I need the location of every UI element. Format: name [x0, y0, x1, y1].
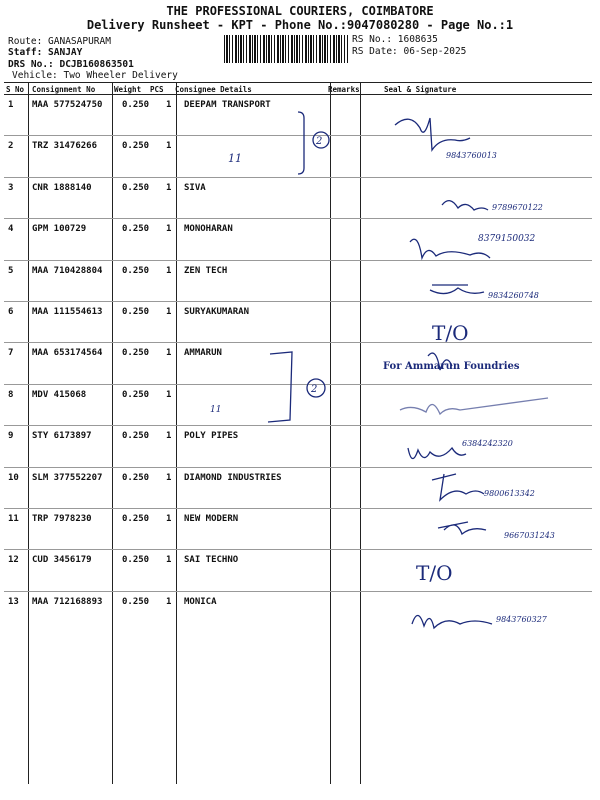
- cell-consignment: STY 6173897: [32, 431, 92, 442]
- ditto-mark: 11: [228, 152, 242, 165]
- cell-pcs: 1: [166, 307, 172, 317]
- circled-count-text: 2: [316, 136, 323, 147]
- phone-row-10: 9800613342: [484, 489, 535, 498]
- cell-weight: 0.250: [122, 224, 150, 235]
- cell-consignment: CUD 3456179: [32, 555, 92, 566]
- cell-sno: 1: [8, 100, 14, 110]
- cell-consignee: SURYAKUMARAN: [184, 307, 250, 317]
- cell-consignee: POLY PIPES: [184, 431, 239, 442]
- cell-consignee: SAI TECHNO: [184, 555, 239, 566]
- table-row: [4, 260, 592, 301]
- table-row: [4, 94, 592, 135]
- col-header-consignment: Consignment No: [32, 85, 96, 94]
- phone-row-5: 9834260748: [488, 291, 539, 300]
- phone-row-1: 9843760013: [446, 151, 497, 160]
- cell-weight: 0.250: [122, 307, 150, 317]
- table-row: [4, 384, 592, 425]
- cell-weight: 0.250: [122, 431, 150, 442]
- document-subtitle: Delivery Runsheet - KPT - Phone No.:9047080280 - Page No.:1: [86, 18, 514, 32]
- table-row: [4, 135, 592, 176]
- cell-pcs: 1: [166, 348, 172, 359]
- cell-consignment: MAA 712168893: [32, 596, 103, 607]
- col-header-signature: Seal & Signature: [384, 85, 457, 94]
- taken-over-row-12: T/O: [416, 561, 453, 585]
- cell-weight: 0.250: [122, 100, 150, 110]
- cell-weight: 0.250: [122, 141, 150, 152]
- ditto-mark: 11: [210, 405, 222, 415]
- cell-weight: 0.250: [122, 389, 150, 400]
- phone-row-4: 8379150032: [478, 234, 536, 244]
- cell-consignment: TRZ 31476266: [32, 141, 98, 152]
- cell-pcs: 1: [166, 265, 172, 276]
- cell-sno: 9: [8, 431, 14, 442]
- col-header-consignee: Consignee Details: [175, 85, 252, 94]
- table-top-rule: [4, 82, 592, 83]
- cell-pcs: 1: [166, 100, 172, 110]
- table-row: [4, 218, 592, 259]
- cell-consignee: ZEN TECH: [184, 265, 228, 276]
- col-header-weight: Weight: [114, 85, 142, 94]
- cell-pcs: 1: [166, 431, 172, 442]
- cell-pcs: 1: [166, 596, 172, 607]
- cell-consignment: GPM 100729: [32, 224, 87, 235]
- cell-pcs: 1: [166, 514, 172, 524]
- drs-number: DRS No.: DCJB160863501: [8, 59, 134, 70]
- cell-weight: 0.250: [122, 348, 150, 359]
- cell-weight: 0.250: [122, 514, 150, 524]
- cell-weight: 0.250: [122, 596, 150, 607]
- table-row: [4, 425, 592, 466]
- document-title: THE PROFESSIONAL COURIERS, COIMBATORE: [166, 4, 434, 18]
- table-row: [4, 591, 592, 632]
- vehicle-label: Vehicle: Two Wheeler Delivery: [12, 70, 178, 81]
- runsheet-table: [4, 82, 592, 784]
- cell-pcs: 1: [166, 141, 172, 152]
- col-header-pcs: PCS: [150, 85, 164, 94]
- cell-consignee: AMMARUN: [184, 348, 222, 359]
- col-header-remarks: Remarks: [328, 85, 360, 94]
- cell-pcs: 1: [166, 389, 172, 400]
- table-row: [4, 342, 592, 383]
- cell-consignment: MAA 577524750: [32, 100, 103, 110]
- barcode: [224, 35, 348, 63]
- staff-label: Staff: SANJAY: [8, 47, 83, 58]
- table-row: [4, 549, 592, 590]
- cell-sno: 13: [8, 596, 19, 607]
- taken-over-row-6: T/O: [432, 321, 469, 345]
- cell-pcs: 1: [166, 555, 172, 566]
- cell-consignee: NEW MODERN: [184, 514, 239, 524]
- cell-consignee: SIVA: [184, 182, 206, 193]
- cell-sno: 10: [8, 472, 19, 483]
- cell-consignment: MAA 710428804: [32, 265, 103, 276]
- cell-consignment: MAA 111554613: [32, 307, 103, 317]
- table-row: [4, 508, 592, 549]
- cell-consignment: MDV 415068: [32, 389, 87, 400]
- cell-sno: 3: [8, 182, 14, 193]
- col-header-sno: S No: [6, 85, 25, 94]
- phone-row-11: 9667031243: [504, 531, 555, 540]
- cell-sno: 2: [8, 141, 14, 152]
- table-row: [4, 301, 592, 342]
- table-row: [4, 177, 592, 218]
- cell-pcs: 1: [166, 224, 172, 235]
- cell-weight: 0.250: [122, 182, 150, 193]
- table-row: [4, 467, 592, 508]
- phone-row-3: 9789670122: [492, 203, 543, 212]
- cell-weight: 0.250: [122, 265, 150, 276]
- cell-consignee: MONOHARAN: [184, 224, 233, 235]
- cell-sno: 12: [8, 555, 19, 566]
- cell-sno: 6: [8, 307, 14, 317]
- company-stamp: For Ammarun Foundries: [383, 361, 520, 372]
- rs-date: RS Date: 06-Sep-2025: [352, 46, 467, 57]
- rs-number: RS No.: 1608635: [352, 34, 438, 45]
- cell-sno: 4: [8, 224, 14, 235]
- cell-consignment: CNR 1888140: [32, 182, 92, 193]
- cell-sno: 8: [8, 389, 14, 400]
- cell-pcs: 1: [166, 182, 172, 193]
- route-label: Route: GANASAPURAM: [8, 36, 111, 47]
- phone-row-13: 9843760327: [496, 615, 547, 624]
- cell-consignee: DEEPAM TRANSPORT: [184, 100, 271, 110]
- circled-count-text: 2: [311, 384, 318, 395]
- cell-weight: 0.250: [122, 472, 150, 483]
- cell-consignment: MAA 653174564: [32, 348, 103, 359]
- phone-row-9: 6384242320: [462, 439, 513, 448]
- cell-consignment: TRP 7978230: [32, 514, 92, 524]
- cell-sno: 11: [8, 514, 19, 524]
- cell-consignee: DIAMOND INDUSTRIES: [184, 472, 282, 483]
- cell-sno: 7: [8, 348, 14, 359]
- cell-sno: 5: [8, 265, 14, 276]
- cell-consignee: MONICA: [184, 596, 217, 607]
- cell-consignment: SLM 377552207: [32, 472, 103, 483]
- cell-weight: 0.250: [122, 555, 150, 566]
- cell-pcs: 1: [166, 472, 172, 483]
